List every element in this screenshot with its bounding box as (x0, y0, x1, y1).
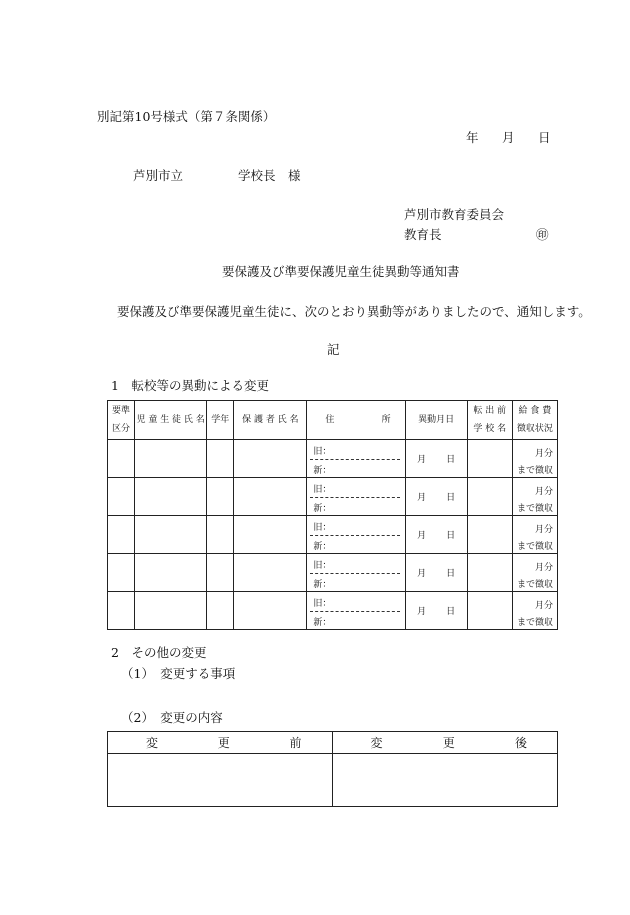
date-month-label: 月 (417, 569, 427, 579)
date-day-label: 日 (446, 455, 456, 465)
header-address: 住 所 (307, 401, 405, 440)
date-day-label: 日 (446, 569, 456, 579)
sender-org: 芦別市教育委員会 (404, 207, 505, 222)
address-new-label: 新： (313, 504, 332, 514)
fee-month-label: 月分 (534, 563, 553, 573)
ki-label: 記 (327, 342, 340, 357)
change-table-header (108, 732, 558, 754)
table-row (108, 554, 558, 592)
fee-collected-label: まで徴収 (516, 618, 553, 628)
section2-item1: （1） 変更する事項 (121, 666, 236, 681)
cell-grade[interactable] (207, 592, 234, 630)
cell-meal-fee[interactable] (512, 554, 557, 592)
cell-meal-fee[interactable] (512, 478, 557, 516)
table-row (108, 516, 558, 554)
cell-prev-school[interactable] (467, 554, 512, 592)
header-prev-school: 転 出 前 学 校 名 (467, 401, 512, 440)
address-new-label: 新： (313, 580, 332, 590)
cell-address[interactable] (307, 554, 405, 592)
header-grade: 学年 (207, 401, 234, 440)
date-month-label: 月 (417, 531, 427, 541)
section1-heading: 1 転校等の異動による変更 (111, 378, 269, 393)
intro-text: 要保護及び準要保護児童生徒に、次のとおり異動等がありましたので、通知します。 (117, 304, 591, 319)
document-title: 要保護及び準要保護児童生徒異動等通知書 (222, 264, 460, 279)
cell-guardian-name[interactable] (234, 440, 307, 478)
addressee-suffix: 学校長 様 (238, 168, 301, 183)
cell-prev-school[interactable] (467, 478, 512, 516)
date-month-label: 月 (417, 607, 427, 617)
address-divider (310, 459, 399, 460)
cell-date[interactable] (405, 478, 467, 516)
address-old-label: 旧： (313, 561, 332, 571)
section2-heading: 2 その他の変更 (111, 645, 207, 660)
fee-month-label: 月分 (534, 601, 553, 611)
cell-meal-fee[interactable] (512, 516, 557, 554)
cell-student-name[interactable] (135, 592, 207, 630)
cell-category[interactable] (108, 440, 135, 478)
cell-guardian-name[interactable] (234, 592, 307, 630)
cell-date[interactable] (405, 516, 467, 554)
cell-student-name[interactable] (135, 516, 207, 554)
addressee-prefix: 芦別市立 (133, 168, 184, 183)
address-old-label: 旧： (313, 485, 332, 495)
cell-meal-fee[interactable] (512, 592, 557, 630)
table-row (108, 440, 558, 478)
address-old-label: 旧： (313, 599, 332, 609)
address-old-label: 旧： (313, 447, 332, 457)
cell-guardian-name[interactable] (234, 478, 307, 516)
cell-address[interactable] (307, 516, 405, 554)
cell-prev-school[interactable] (467, 592, 512, 630)
cell-grade[interactable] (207, 516, 234, 554)
fee-month-label: 月分 (534, 449, 553, 459)
cell-date[interactable] (405, 592, 467, 630)
cell-prev-school[interactable] (467, 440, 512, 478)
header-student-name: 児 童 生 徒 氏 名 (135, 401, 207, 440)
fee-collected-label: まで徴収 (516, 504, 553, 514)
cell-before[interactable] (108, 754, 333, 807)
cell-address[interactable] (307, 478, 405, 516)
cell-address[interactable] (307, 440, 405, 478)
cell-date[interactable] (405, 440, 467, 478)
form-label: 別記第10号様式（第７条関係） (97, 109, 276, 124)
cell-after[interactable] (332, 754, 558, 807)
address-divider (310, 497, 399, 498)
cell-grade[interactable] (207, 478, 234, 516)
date-day: 日 (538, 130, 551, 145)
address-divider (310, 573, 399, 574)
cell-category[interactable] (108, 516, 135, 554)
seal-mark: ㊞ (536, 227, 549, 242)
change-table (107, 731, 558, 807)
address-new-label: 新： (313, 618, 332, 628)
date-day-label: 日 (446, 531, 456, 541)
address-new-label: 新： (313, 466, 332, 476)
cell-category[interactable] (108, 478, 135, 516)
date-month-label: 月 (417, 493, 427, 503)
header-meal-fee: 給 食 費 徴収状況 (512, 401, 557, 440)
cell-date[interactable] (405, 554, 467, 592)
header-category: 要準 区分 (108, 401, 135, 440)
address-divider (310, 535, 399, 536)
header-guardian-name: 保 護 者 氏 名 (234, 401, 307, 440)
cell-meal-fee[interactable] (512, 440, 557, 478)
date-month-label: 月 (417, 455, 427, 465)
table-row (108, 592, 558, 630)
cell-prev-school[interactable] (467, 516, 512, 554)
header-before: 変 更 前 (108, 732, 333, 754)
address-old-label: 旧： (313, 523, 332, 533)
change-table-body-row (108, 754, 558, 807)
fee-collected-label: まで徴収 (516, 580, 553, 590)
cell-grade[interactable] (207, 440, 234, 478)
cell-student-name[interactable] (135, 440, 207, 478)
table-header-row (108, 401, 558, 440)
date-day-label: 日 (446, 493, 456, 503)
address-divider (310, 611, 399, 612)
cell-student-name[interactable] (135, 478, 207, 516)
cell-guardian-name[interactable] (234, 554, 307, 592)
section2-item2: （2） 変更の内容 (121, 710, 223, 725)
transfer-table (107, 400, 558, 630)
header-after: 変 更 後 (332, 732, 558, 754)
cell-category[interactable] (108, 592, 135, 630)
table-row (108, 478, 558, 516)
address-new-label: 新： (313, 542, 332, 552)
fee-collected-label: まで徴収 (516, 542, 553, 552)
cell-guardian-name[interactable] (234, 516, 307, 554)
cell-address[interactable] (307, 592, 405, 630)
date-day-label: 日 (446, 607, 456, 617)
cell-category[interactable] (108, 554, 135, 592)
header-date: 異動月日 (405, 401, 467, 440)
cell-grade[interactable] (207, 554, 234, 592)
cell-student-name[interactable] (135, 554, 207, 592)
fee-collected-label: まで徴収 (516, 466, 553, 476)
date-year: 年 (466, 130, 479, 145)
fee-month-label: 月分 (534, 487, 553, 497)
date-month: 月 (502, 130, 515, 145)
sender-title: 教育長 (404, 227, 442, 242)
fee-month-label: 月分 (534, 525, 553, 535)
